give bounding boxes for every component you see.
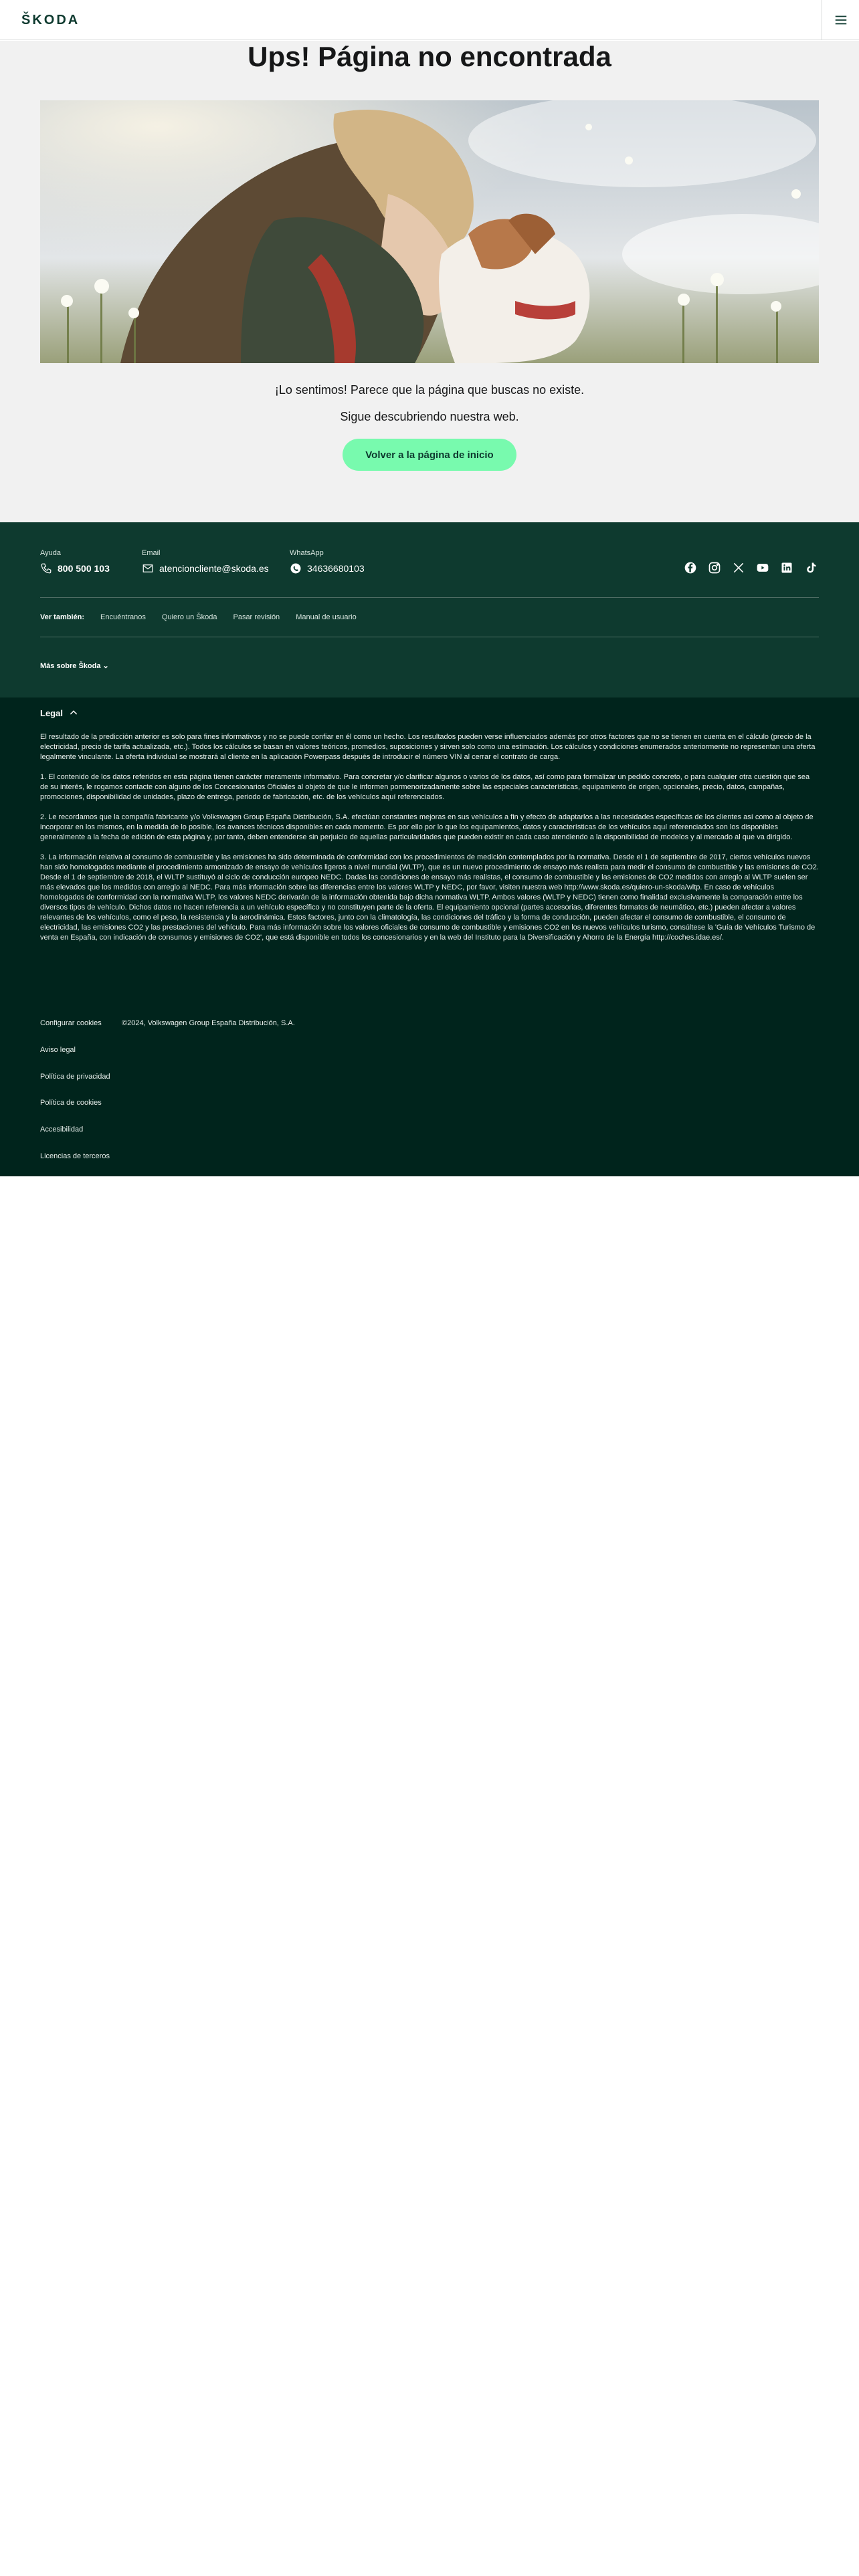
- copyright-text: ©2024, Volkswagen Group España Distribución, S.A.: [122, 1019, 295, 1027]
- menu-button[interactable]: [822, 0, 859, 40]
- footer-link-privacy-policy[interactable]: Política de privacidad: [40, 1073, 110, 1081]
- help-label: Ayuda: [40, 549, 61, 557]
- woman-with-dog-photo: [40, 100, 819, 363]
- whatsapp-number: 34636680103: [307, 563, 365, 574]
- legal-paragraph: 2. Le recordamos que la compañía fabricante y/o Volkswagen Group España Distribución, S.A. efectúan constantes mejoras en sus vehículos a fin y efecto de adaptarlos a las necesidades específicas de los clientes así como al objeto de incorporar en los mismos, en la medida de lo posible, los avances técnicos disponibles en cada momento. Es por ello por lo que los equipamientos, datos y características de los vehículos aquí referenciados son los disponibles generalmente a la fecha de edición de esta página y, por tanto, deben entenderse sin perjuicio de aquellas particularidades que pueden existir en cada caso atendiendo a la disponibilidad de modelos y al mercado al que va dirigido.: [40, 813, 814, 841]
- footer-link-legal-notice[interactable]: Aviso legal: [40, 1046, 76, 1054]
- contact-email: [142, 549, 269, 574]
- more-about-skoda-toggle[interactable]: [40, 661, 109, 670]
- footer-contact-section: [0, 522, 859, 697]
- legal-paragraph: 1. El contenido de los datos referidos en esta página tienen carácter meramente informativo. Para concretar y/o clarificar algunos o varios de los datos, así como para formalizar un pedido concreto, o para cualquier otra cuestión que sea de su interés, le rogamos contacte con alguno de los Concesionarios Oficiales al objeto de que le informen pormenorizadamente sobre las especiales características, equipamiento de origen, opcionales, precio, datos, campañas, promociones, disponibilidad de unidades, plazo de entrega, periodo de fabricación, etc. de los vehículos aquí referenciados.: [40, 773, 810, 801]
- skoda-logo[interactable]: ŠKODA: [21, 13, 80, 27]
- legal-paragraph: 3. La información relativa al consumo de combustible y las emisiones ha sido determinada de conformidad con los procedimientos de medición contemplados por la normativa. Desde el 1 de septiembre de 2017, ciertos vehículos nuevos han sido homologados mediante el procedimiento armonizado de ensayo de vehículos ligeros a nivel mundial (WLTP), que es un nuevo procedimiento de ensayo más realista para medir el consumo de combustible y las emisiones de CO2. Desde el 1 de septiembre de 2018, el WLTP sustituyó al ciclo de conducción europeo NEDC. Dadas las condiciones de ensayo más realistas, el consumo de combustible y las emisiones de CO2 medidos con arreglo al WLTP suelen ser más elevados que los medidos con arreglo al NEDC. Para más información sobre las diferencias entre los valores WLTP y NEDC, por favor, visiten nuestra web http://www.skoda.es/quiero-un-skoda/wltp. En caso de vehículos homologados de conformidad con la normativa WLTP, los valores NEDC derivarán de la información obtenida bajo dicha normativa WLTP. Ambos valores (WLTP y NEDC) tienen como finalidad exclusivamente la comparación entre los diversos tipos de vehículo. Dichos datos no hacen referencia a un vehículo específico y no constituyen parte de la oferta. El equipamiento opcional (partes accesorias, diferentes formatos de neumático, etc.) pueden afectar a valores relevantes de los vehículos, como el peso, la resistencia y la aerodinámica. Estos factores, junto con la climatología, las condiciones del tráfico y la forma de conducción, pueden afectar el consumo de combustible, el consumo de electricidad, las emisiones CO2 y las prestaciones del vehículo. Para más información sobre los valores oficiales de consumo de combustible y emisiones CO2 en los nuevos vehículos turismo, consúltese la 'Guía de Vehículos Turismo de venta en España, con indicación de consumos y emisiones de CO2', que está disponible en todos los concesionarios y en la web del Instituto para la Diversificación y Ahorro de la Energía http://coches.idae.es/.: [40, 853, 819, 942]
- tiktok-icon: [804, 561, 818, 574]
- legal-heading: Legal: [40, 708, 63, 718]
- whatsapp-icon: [290, 562, 302, 574]
- site-header: [0, 0, 859, 40]
- not-found-section: [0, 41, 859, 522]
- email-label: Email: [142, 549, 161, 557]
- footer-link-accessibility[interactable]: Accesibilidad: [40, 1125, 84, 1134]
- email-address: atencioncliente@skoda.es: [159, 563, 269, 574]
- divider: [40, 597, 819, 598]
- see-also-link-find-us[interactable]: Encuéntranos: [100, 613, 146, 621]
- footer-legal-section: [0, 697, 859, 1176]
- social-links: [684, 561, 818, 574]
- footer-link-cookie-settings[interactable]: Configurar cookies: [40, 1019, 102, 1027]
- youtube-link[interactable]: [756, 561, 769, 574]
- see-also-link-want-skoda[interactable]: Quiero un Škoda: [161, 613, 217, 621]
- help-phone-link[interactable]: [40, 562, 110, 574]
- more-about-skoda-label: Más sobre Škoda: [40, 662, 101, 670]
- hero-image: [40, 100, 819, 363]
- footer-link-cookie-policy[interactable]: Política de cookies: [40, 1099, 102, 1107]
- see-also-link-service[interactable]: Pasar revisión: [233, 613, 280, 621]
- legal-text: [40, 732, 819, 953]
- whatsapp-label: WhatsApp: [290, 549, 324, 557]
- whatsapp-link[interactable]: [290, 562, 365, 574]
- legal-paragraph: El resultado de la predicción anterior es solo para fines informativos y no se puede confiar en él como un hecho. Los resultados pueden verse influenciados además por otros factores que no se tienen en cuenta en el cálculo (precio de la electricidad, precio de tarifa actualizada, etc.). Todos los cálculos se basan en valores teóricos, promedios, suposiciones y sirven solo como una estimación. Los cálculos y condiciones enumerados anteriormente no representan una oferta legalmente vinculante. La oferta individual se mostrará al cliente en la aplicación Powerpass después de introducir el número VIN al cerrar el contrato de carga.: [40, 733, 816, 761]
- footer-link-third-party-licenses[interactable]: Licencias de terceros: [40, 1152, 110, 1160]
- instagram-icon: [708, 561, 721, 574]
- chevron-down-icon: ⌄: [102, 662, 109, 670]
- page-title: Ups! Página no encontrada: [248, 41, 611, 72]
- see-also-link-manual[interactable]: Manual de usuario: [296, 613, 357, 621]
- x-icon: [732, 561, 745, 574]
- chevron-up-icon: [68, 708, 79, 718]
- see-also-nav: [40, 613, 357, 621]
- help-phone-number: 800 500 103: [58, 563, 110, 574]
- legal-toggle[interactable]: [40, 708, 79, 718]
- facebook-link[interactable]: [684, 561, 697, 574]
- error-message: ¡Lo sentimos! Parece que la página que buscas no existe.: [274, 383, 585, 397]
- linkedin-icon: [780, 561, 793, 574]
- instagram-link[interactable]: [708, 561, 721, 574]
- hamburger-menu-icon: [834, 13, 848, 27]
- youtube-icon: [756, 561, 769, 574]
- contact-whatsapp: [290, 549, 365, 574]
- see-also-heading: Ver también:: [40, 613, 85, 621]
- mail-icon: [142, 562, 154, 574]
- linkedin-link[interactable]: [780, 561, 793, 574]
- x-link[interactable]: [732, 561, 745, 574]
- secondary-message: Sigue descubriendo nuestra web.: [340, 410, 519, 423]
- email-link[interactable]: [142, 562, 269, 574]
- facebook-icon: [684, 561, 697, 574]
- back-to-home-button[interactable]: Volver a la página de inicio: [343, 439, 516, 471]
- phone-icon: [40, 562, 52, 574]
- contact-help: [40, 549, 110, 574]
- tiktok-link[interactable]: [804, 561, 818, 574]
